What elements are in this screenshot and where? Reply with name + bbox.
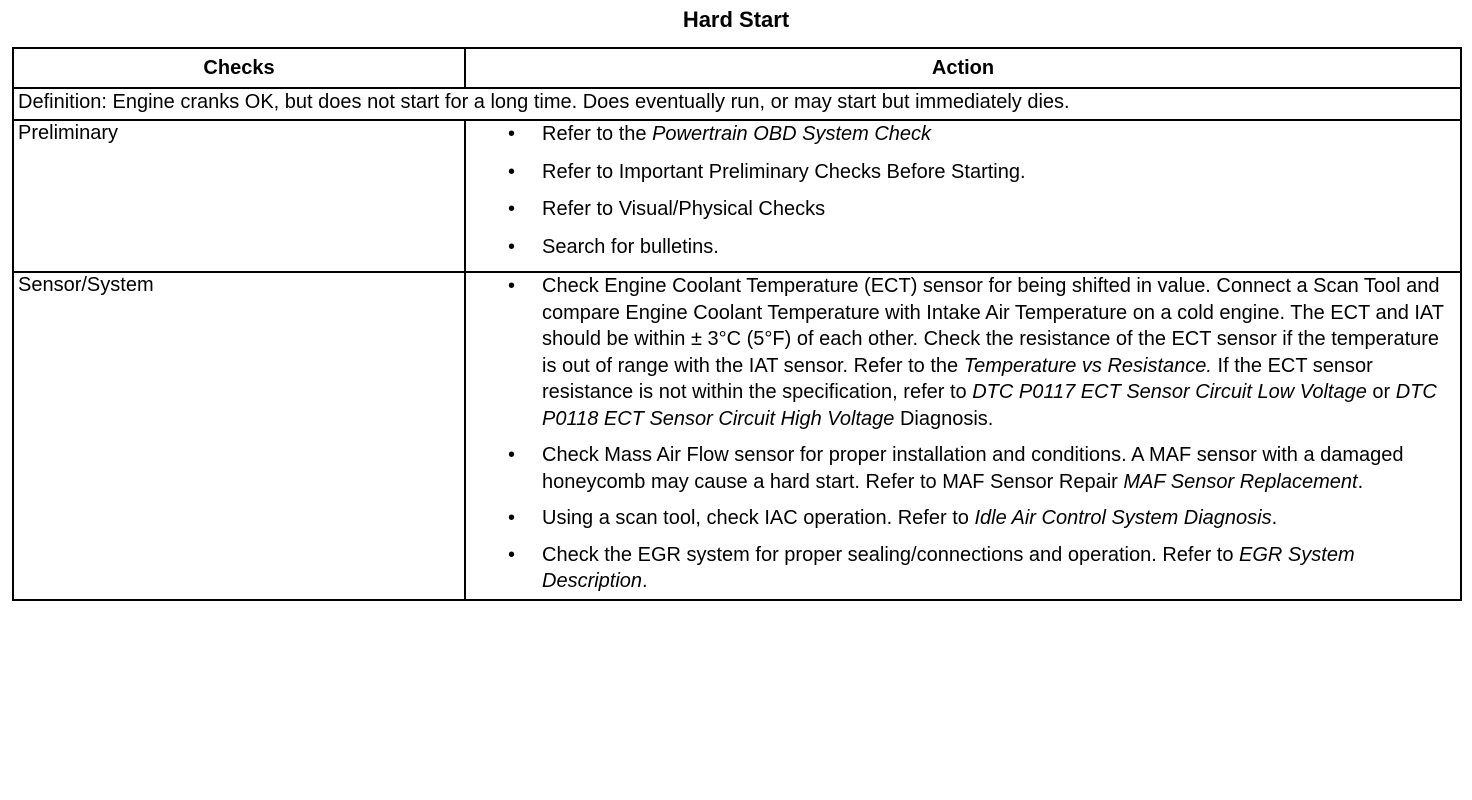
list-item: • Using a scan tool, check IAC operation. Refer to Idle Air Control System Diagnosis. bbox=[470, 505, 1460, 532]
ref-temperature-vs-resistance: Temperature vs Resistance. bbox=[963, 354, 1212, 377]
ref-dtc-p0117: DTC P0117 ECT Sensor Circuit Low Voltage bbox=[972, 381, 1367, 403]
ref-idle-air-control: Idle Air Control System Diagnosis bbox=[974, 507, 1272, 529]
table-row-preliminary bbox=[13, 120, 1461, 272]
ref-maf-sensor-replacement: MAF Sensor Replacement bbox=[1123, 470, 1358, 493]
list-item: • Check Mass Air Flow sensor for proper installation and conditions. A MAF sensor with a damaged honeycomb may cause a hard start. Refer to MAF Sensor Repair MAF Sensor Replacement. bbox=[508, 444, 1404, 493]
sensor-system-actions bbox=[465, 272, 1461, 600]
list-item: • Refer to Important Preliminary Checks Before Starting. bbox=[470, 159, 1460, 186]
preliminary-actions bbox=[465, 120, 1461, 272]
preliminary-label: Preliminary bbox=[13, 120, 465, 272]
list-item: • Check Engine Coolant Temperature (ECT) sensor for being shifted in value. Connect a Scan Tool and compare Engine Coolant Temperature with Intake Air Temperature on a cold engine. The ECT and IAT should be within ± 3°C (5°F) of each other. Check the resistance of the ECT sensor if the temperature is out of range with the IAT sensor. Refer to the Temperature vs Resistance. If the ECT sensor resistance is not within the specification, refer to DTC P0117 ECT Sensor Circuit Low Voltage or DTC P0118 ECT Sensor Circuit High Voltage Diagnosis. bbox=[508, 275, 1444, 430]
bullet-icon: • bbox=[508, 444, 516, 466]
ref-egr-system-description: EGR System Description bbox=[542, 543, 1355, 592]
bullet-icon: • bbox=[508, 235, 516, 258]
bullet-icon: • bbox=[508, 123, 516, 145]
bullet-icon: • bbox=[508, 543, 516, 566]
bullet-icon: • bbox=[508, 275, 516, 297]
action-header: Action bbox=[465, 48, 1461, 88]
hard-start-table bbox=[12, 47, 1462, 601]
bullet-icon: • bbox=[508, 198, 516, 220]
list-item: • Search for bulletins. bbox=[470, 234, 1460, 261]
checks-header: Checks bbox=[13, 48, 465, 88]
bullet-icon: • bbox=[508, 507, 516, 529]
list-item: • Refer to Visual/Physical Checks bbox=[470, 196, 1460, 223]
ref-dtc-p0118: DTC P0118 ECT Sensor Circuit High Voltage bbox=[542, 381, 1437, 430]
definition-row bbox=[13, 88, 1461, 120]
table-row-sensor-system bbox=[13, 272, 1461, 600]
bullet-icon: • bbox=[508, 160, 516, 183]
sensor-system-label: Sensor/System bbox=[13, 272, 465, 600]
list-item: • Refer to the Powertrain OBD System Check bbox=[470, 121, 1460, 148]
link-powertrain-obd: Powertrain OBD System Check bbox=[652, 123, 932, 145]
page-title: Hard Start bbox=[682, 7, 790, 32]
header-row bbox=[13, 48, 1461, 88]
list-item: • Check the EGR system for proper sealing/connections and operation. Refer to EGR System Description. bbox=[508, 543, 1355, 592]
definition-text: Definition: Engine cranks OK, but does not start for a long time. Does eventually run, or may start but immediately dies. bbox=[13, 88, 1461, 120]
